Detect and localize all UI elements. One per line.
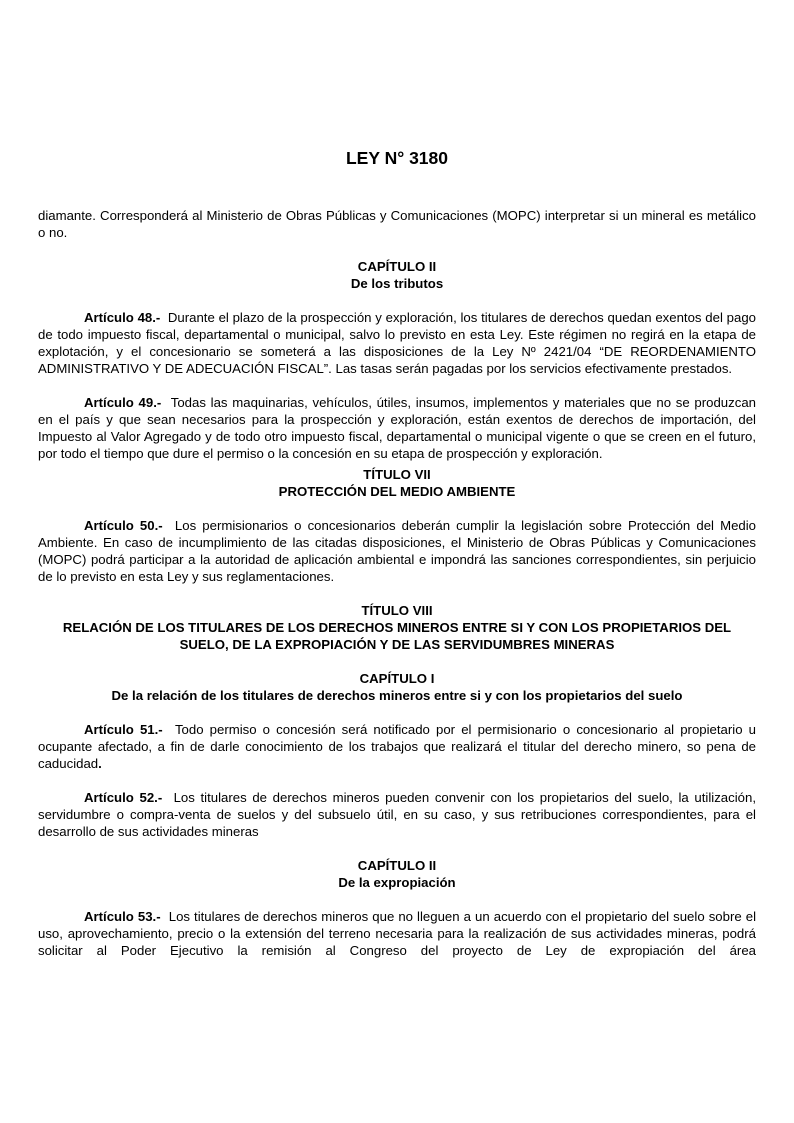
article-49-label: Artículo 49.- xyxy=(84,395,162,410)
document-body xyxy=(38,207,756,959)
title-vii-title: PROTECCIÓN DEL MEDIO AMBIENTE xyxy=(278,484,516,499)
chapter-i-label: CAPÍTULO I xyxy=(359,671,435,686)
article-51-text: Todo permiso o concesión será notificado por el permisionario o concesionario al propietario u ocupante afectado, a fin de darle conocimiento de los trabajos que realizará el titular del derecho minero, so pena de caducidad xyxy=(38,722,756,771)
title-viii-title-line2: SUELO, DE LA EXPROPIACIÓN Y DE LAS SERVIDUMBRES MINERAS xyxy=(179,637,615,652)
article-50 xyxy=(38,517,756,585)
article-53 xyxy=(38,908,756,959)
article-52 xyxy=(38,789,756,840)
article-50-label: Artículo 50.- xyxy=(84,518,163,533)
spacer xyxy=(38,585,756,602)
document-title: LEY N° 3180 xyxy=(345,148,448,168)
title-viii-label: TÍTULO VIII xyxy=(361,603,433,618)
spacer xyxy=(38,500,756,517)
intro-paragraph: diamante. Corresponderá al Ministerio de Obras Públicas y Comunicaciones (MOPC) interpretar si un mineral es metálico o no. xyxy=(38,208,756,240)
title-vii-label: TÍTULO VII xyxy=(363,467,431,482)
spacer xyxy=(38,241,756,258)
chapter-ii-expropiacion-title: De la expropiación xyxy=(338,875,456,890)
article-50-text: Los permisionarios o concesionarios deberán cumplir la legislación sobre Protección del Medio Ambiente. En caso de incumplimiento de las citadas disposiciones, el Ministerio de Obras Públicas y Comunicaciones (MOPC) podrá participar a la autoridad de aplicación ambiental e impondrá las sanciones correspondientes, sin perjuicio de lo previsto en esta Ley y sus reglamentaciones. xyxy=(38,518,757,584)
spacer xyxy=(38,377,756,394)
spacer xyxy=(38,772,756,789)
article-48 xyxy=(38,309,756,377)
article-49 xyxy=(38,394,756,462)
spacer xyxy=(38,292,756,309)
article-52-label: Artículo 52.- xyxy=(84,790,163,805)
article-49-text: Todas las maquinarias, vehículos, útiles, insumos, implementos y materiales que no se produzcan en el país y que sean necesarios para la prospección y exploración, están exentos de derechos de importación, del Impuesto al Valor Agregado y de todo otro impuesto fiscal, departamental o municipal vigente o que se creen en el futuro, por todo el tiempo que dure el permiso o la concesión en su etapa de prospección y exploración. xyxy=(38,395,757,461)
chapter-ii-expropiacion-label: CAPÍTULO II xyxy=(357,858,437,873)
chapter-ii-label: CAPÍTULO II xyxy=(357,259,437,274)
title-viii-title-line1: RELACIÓN DE LOS TITULARES DE LOS DERECHOS MINEROS ENTRE SI Y CON LOS PROPIETARIOS DEL xyxy=(62,620,732,635)
chapter-ii-title: De los tributos xyxy=(350,276,444,291)
article-51-label: Artículo 51.- xyxy=(84,722,163,737)
article-48-label: Artículo 48.- xyxy=(84,310,161,325)
article-51 xyxy=(38,721,756,772)
article-52-text: Los titulares de derechos mineros pueden convenir con los propietarios del suelo, la utilización, servidumbre o compra-venta de suelos y del subsuelo útil, en su caso, y sus retribuciones correspondientes, para el desarrollo de sus actividades mineras xyxy=(38,790,756,839)
spacer xyxy=(38,704,756,721)
article-51-end-mark: . xyxy=(98,756,102,771)
article-48-text: Durante el plazo de la prospección y exploración, los titulares de derechos quedan exentos del pago de todo impuesto fiscal, departamental o municipal, salvo lo previsto en esta Ley. Este régimen no regirá en la etapa de explotación, y el concesionario se someterá a las disposiciones de la Ley Nº 2421/04 “DE REORDENAMIENTO ADMINISTRATIVO Y DE ADECUACIÓN FISCAL”. Las tasas serán pagadas por los servicios efectivamente prestados. xyxy=(38,310,756,376)
spacer xyxy=(38,653,756,670)
chapter-i-title: De la relación de los titulares de derechos mineros entre si y con los propietarios del suelo xyxy=(111,688,683,703)
article-53-text: Los titulares de derechos mineros que no lleguen a un acuerdo con el propietario del suelo sobre el uso, aprovechamiento, precio o la extensión del terreno necesaria para la realización de sus actividades mineras, podrá solicitar al Poder Ejecutivo la remisión al Congreso del proyecto de Ley de expropiación del área xyxy=(38,909,757,958)
spacer xyxy=(38,891,756,908)
spacer xyxy=(38,840,756,857)
article-53-label: Artículo 53.- xyxy=(84,909,161,924)
